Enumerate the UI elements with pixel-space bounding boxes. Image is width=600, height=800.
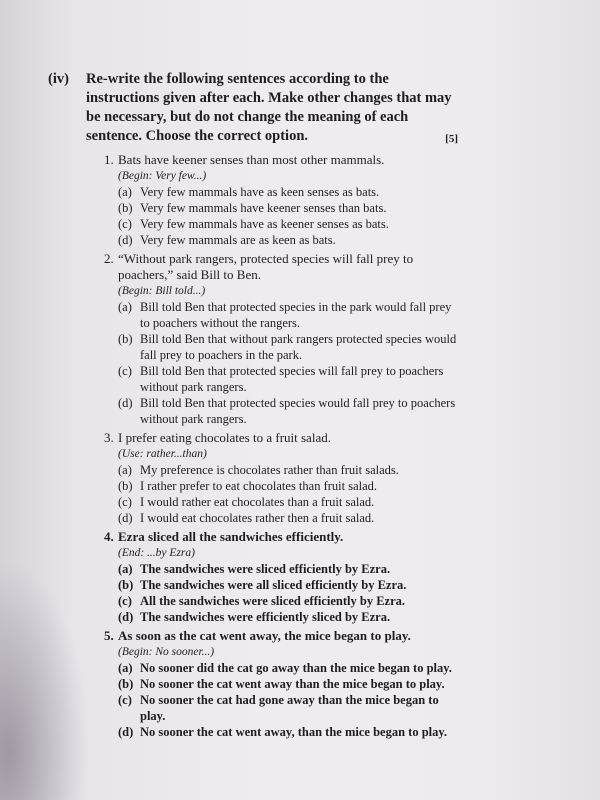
option-a[interactable]: (a) Bill told Ben that protected species in the park would fall prey to poachers without the rangers. [118,300,452,330]
item-instruction: (Begin: No sooner...) [118,646,215,658]
question-block [48,70,458,743]
item-instruction: (Begin: Bill told...) [118,285,206,297]
item-number: 3. [104,430,114,445]
list-item [104,251,458,427]
option-a[interactable]: (a) Very few mammals have as keen senses as bats. [118,185,380,199]
item-stem: Bats have keener senses than most other mammals. [118,152,385,167]
list-item [104,628,458,740]
item-number: 1. [104,152,114,167]
option-a[interactable]: (a) No sooner did the cat go away than the mice began to play. [118,661,452,675]
item-stem: “Without park rangers, protected species will fall prey to poachers,” said Bill to Ben. [118,251,414,282]
option-c[interactable]: (c) Very few mammals have as keener senses as bats. [118,217,389,231]
option-d[interactable]: (d) No sooner the cat went away, than the mice began to play. [118,725,448,739]
option-d[interactable]: (d) I would eat chocolates rather then a fruit salad. [118,511,375,525]
option-b[interactable]: (b) I rather prefer to eat chocolates than fruit salad. [118,479,378,493]
item-number: 4. [104,529,114,544]
option-d[interactable]: (d) Very few mammals are as keen as bats. [118,233,336,247]
option-d[interactable]: (d) Bill told Ben that protected species would fall prey to poachers without park rangers. [118,396,456,426]
items-list [104,152,458,740]
list-item [104,529,458,625]
option-b[interactable]: (b) No sooner the cat went away than the mice began to play. [118,677,445,691]
option-d[interactable]: (d) The sandwiches were efficiently sliced by Ezra. [118,610,391,624]
marks-label: [5] [445,133,458,145]
option-c[interactable]: (c) Bill told Ben that protected species will fall prey to poachers without park rangers. [118,364,444,394]
option-a[interactable]: (a) My preference is chocolates rather than fruit salads. [118,463,399,477]
item-stem: As soon as the cat went away, the mice began to play. [118,628,411,643]
option-c[interactable]: (c) I would rather eat chocolates than a fruit salad. [118,495,375,509]
item-instruction: (Use: rather...than) [118,448,207,460]
item-instruction: (End: ...by Ezra) [118,547,195,559]
list-item [104,430,458,526]
option-a[interactable]: (a) The sandwiches were sliced efficiently by Ezra. [118,562,391,576]
option-c[interactable]: (c) All the sandwiches were sliced efficiently by Ezra. [118,594,406,608]
option-c[interactable]: (c) No sooner the cat had gone away than the mice began to play. [118,693,439,723]
item-stem: I prefer eating chocolates to a fruit salad. [118,430,331,445]
option-b[interactable]: (b) The sandwiches were all sliced efficiently by Ezra. [118,578,407,592]
question-instructions: Re-write the following sentences according to the instructions given after each. Make other changes that may be necessary, but do not change the meaning of each sentence. Choose the correct option. [86,71,452,144]
item-number: 5. [104,628,114,643]
item-stem: Ezra sliced all the sandwiches efficiently. [118,529,344,544]
question-number: (iv) [48,71,69,87]
option-b[interactable]: (b) Bill told Ben that without park rangers protected species would fall prey to poachers in the park. [118,332,457,362]
item-number: 2. [104,251,114,266]
option-b[interactable]: (b) Very few mammals have keener senses than bats. [118,201,387,215]
item-instruction: (Begin: Very few...) [118,170,207,182]
list-item [104,152,458,248]
question-header [48,70,458,149]
